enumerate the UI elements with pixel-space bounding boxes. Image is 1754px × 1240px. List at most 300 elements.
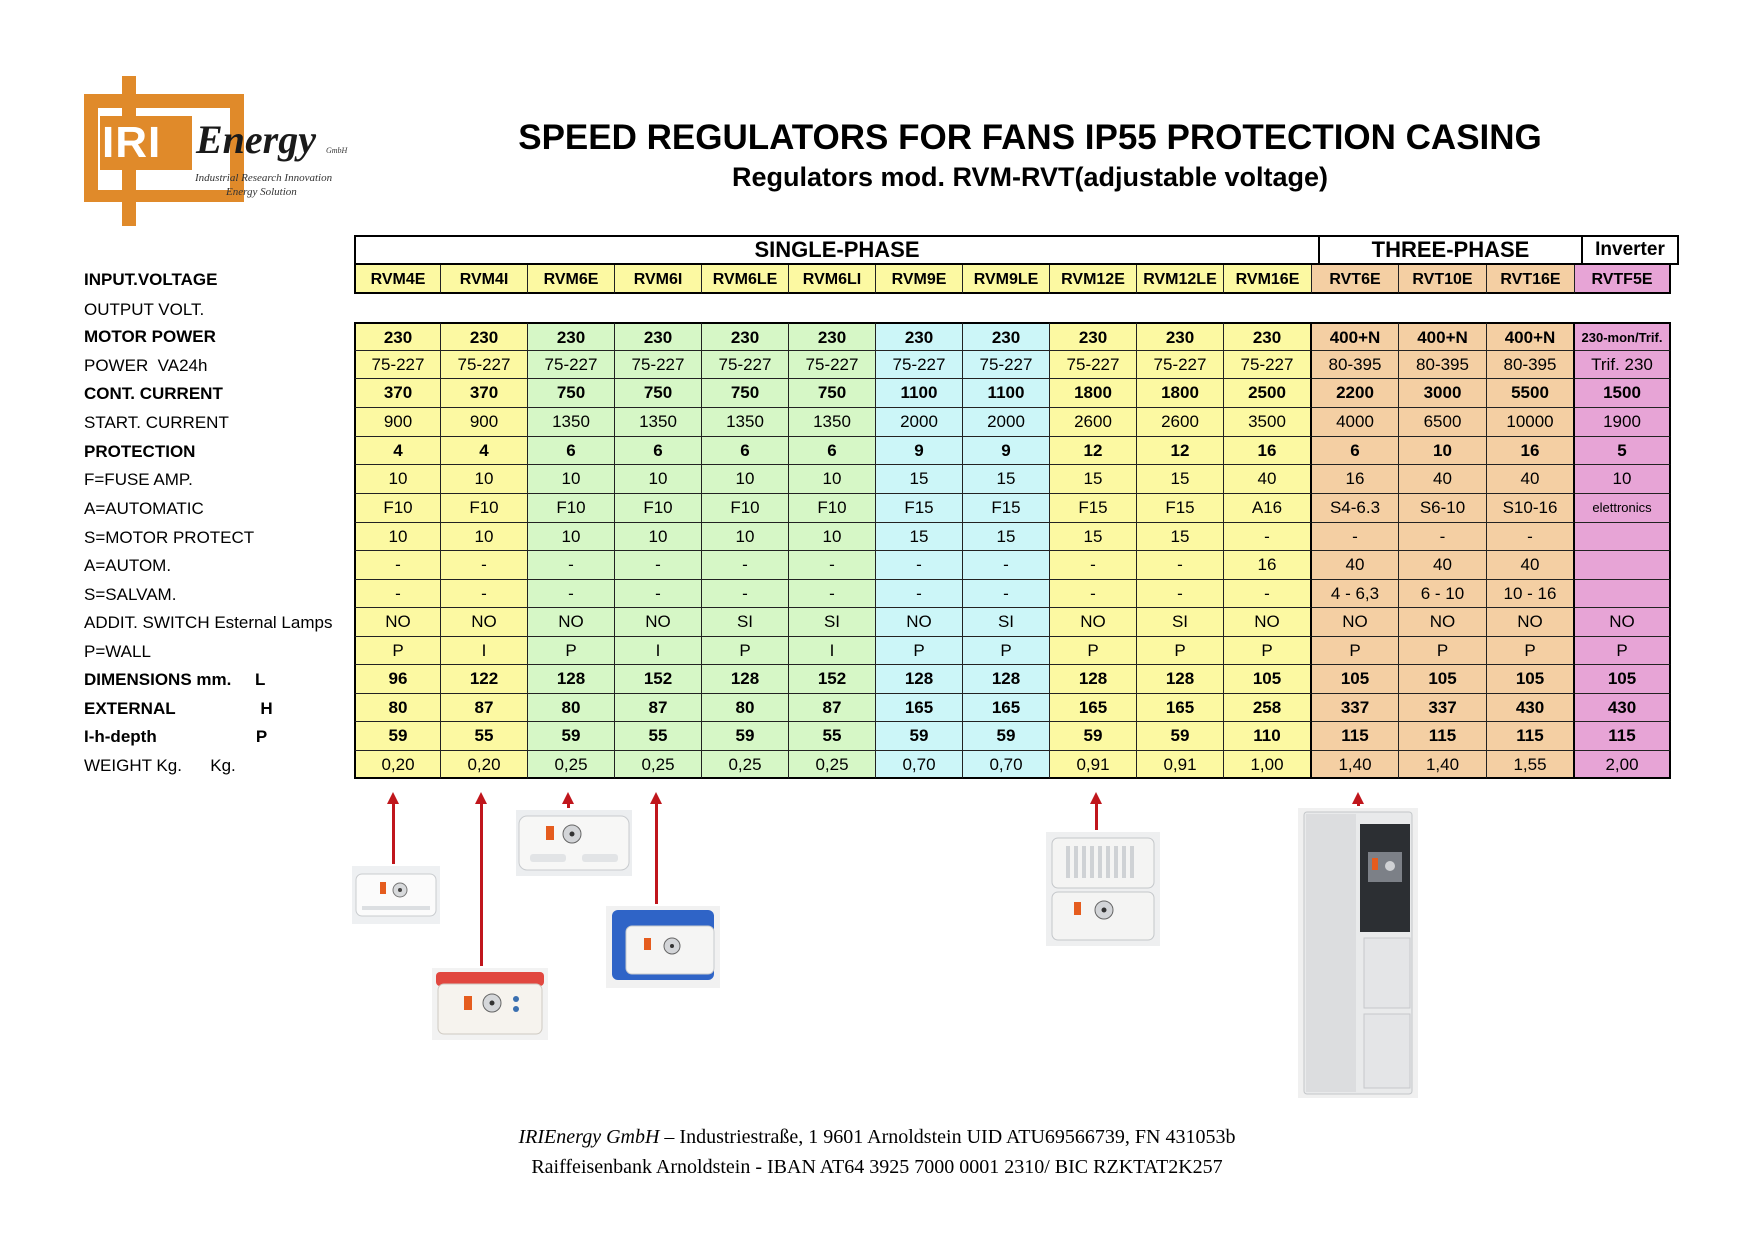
table-cell: 4 - 6,3 xyxy=(1312,580,1399,608)
table-cell: - xyxy=(789,580,876,608)
table-cell: P xyxy=(1137,637,1224,665)
table-cell: S4-6.3 xyxy=(1312,494,1399,523)
table-cell: S10-16 xyxy=(1487,494,1575,523)
model-header-cell: RVT16E xyxy=(1487,265,1575,294)
table-cell: 128 xyxy=(528,665,615,694)
arrow-line xyxy=(480,802,483,966)
arrow-line xyxy=(392,802,395,864)
table-cell: 115 xyxy=(1487,722,1575,751)
table-cell: 16 xyxy=(1224,551,1312,580)
table-cell: - xyxy=(876,580,963,608)
table-cell: 40 xyxy=(1224,465,1312,494)
row-label: I-h-depth P xyxy=(84,727,268,746)
table-cell: 105 xyxy=(1399,665,1487,694)
table-cell: 12 xyxy=(1137,437,1224,465)
table-cell: 59 xyxy=(702,722,789,751)
table-cell: - xyxy=(702,580,789,608)
table-cell: 10 xyxy=(441,523,528,551)
row-label: MOTOR POWER xyxy=(84,327,216,346)
table-cell: 1,40 xyxy=(1399,751,1487,779)
table-cell: 6 xyxy=(1312,437,1399,465)
table-cell: 59 xyxy=(354,722,441,751)
table-cell: 10 xyxy=(615,465,702,494)
row-label: F=FUSE AMP. xyxy=(84,470,193,489)
table-cell: - xyxy=(528,551,615,580)
table-cell: 75-227 xyxy=(789,351,876,379)
table-cell: 4 xyxy=(441,437,528,465)
page-subtitle: Regulators mod. RVM-RVT(adjustable voltage) xyxy=(731,162,1329,192)
table-cell: 96 xyxy=(354,665,441,694)
table-cell: 87 xyxy=(441,694,528,722)
table-cell: 128 xyxy=(1050,665,1137,694)
arrow-line xyxy=(655,802,658,904)
table-cell: 370 xyxy=(441,379,528,408)
table-cell: 6 xyxy=(615,437,702,465)
table-cell: F15 xyxy=(876,494,963,523)
table-cell: NO xyxy=(354,608,441,637)
footer-address-text: – Industriestraße, 1 9601 Arnoldstein UID ATU69566739, FN 431053b xyxy=(664,1126,1236,1148)
table-cell: F10 xyxy=(615,494,702,523)
table-cell: 12 xyxy=(1050,437,1137,465)
table-cell: NO xyxy=(528,608,615,637)
logo-tagline-1: Industrial Research Innovation xyxy=(195,172,333,184)
logo-mark-text: IRI xyxy=(102,118,162,167)
table-cell: 105 xyxy=(1224,665,1312,694)
model-header-cell: RVM4E xyxy=(354,265,441,294)
group-header-three-phase: THREE-PHASE xyxy=(1320,235,1583,265)
table-cell: 87 xyxy=(615,694,702,722)
row-label: P=WALL xyxy=(84,642,151,661)
table-cell: - xyxy=(1312,523,1399,551)
table-cell: F15 xyxy=(1050,494,1137,523)
table-cell: 2,00 xyxy=(1575,751,1671,779)
table-cell: 1,00 xyxy=(1224,751,1312,779)
table-cell: 10 xyxy=(789,465,876,494)
table-cell: 75-227 xyxy=(615,351,702,379)
table-cell: 0,20 xyxy=(441,751,528,779)
model-header-cell: RVM6E xyxy=(528,265,615,294)
table-cell: 400+N xyxy=(1312,322,1399,351)
table-cell: 0,20 xyxy=(354,751,441,779)
table-cell: 15 xyxy=(963,523,1050,551)
table-cell: 230 xyxy=(1137,322,1224,351)
footer-address xyxy=(0,1126,1754,1149)
table-cell: NO xyxy=(1399,608,1487,637)
table-cell: SI xyxy=(963,608,1050,637)
logo-suffix: GmbH xyxy=(326,146,348,155)
table-cell: 230 xyxy=(876,322,963,351)
table-cell: 5 xyxy=(1575,437,1671,465)
table-cell: 105 xyxy=(1487,665,1575,694)
row-label: OUTPUT VOLT. xyxy=(84,300,205,319)
table-cell: - xyxy=(441,580,528,608)
table-cell: I xyxy=(789,637,876,665)
table-cell: 128 xyxy=(963,665,1050,694)
row-label: WEIGHT Kg. Kg. xyxy=(84,756,236,775)
footer-bank: Raiffeisenbank Arnoldstein - IBAN AT64 3925 7000 0001 2310/ BIC RZKTAT2K257 xyxy=(531,1156,1223,1178)
row-label: CONT. CURRENT xyxy=(84,384,223,403)
table-cell: F10 xyxy=(354,494,441,523)
table-cell: 4000 xyxy=(1312,408,1399,437)
table-cell: 10 xyxy=(354,465,441,494)
table-cell: 750 xyxy=(702,379,789,408)
table-cell: - xyxy=(1487,523,1575,551)
table-cell: 230 xyxy=(354,322,441,351)
table-cell: 10 xyxy=(702,465,789,494)
table-cell xyxy=(1575,523,1671,551)
table-cell: 6 xyxy=(528,437,615,465)
table-cell: 230 xyxy=(615,322,702,351)
table-cell: 2500 xyxy=(1224,379,1312,408)
table-cell: 258 xyxy=(1224,694,1312,722)
table-cell: 59 xyxy=(876,722,963,751)
table-cell: 1350 xyxy=(789,408,876,437)
table-cell: 230 xyxy=(789,322,876,351)
table-cell: 55 xyxy=(615,722,702,751)
table-cell: NO xyxy=(876,608,963,637)
table-cell: - xyxy=(354,551,441,580)
table-cell: - xyxy=(963,551,1050,580)
table-cell: 6 - 10 xyxy=(1399,580,1487,608)
table-cell: 75-227 xyxy=(876,351,963,379)
table-cell: 59 xyxy=(528,722,615,751)
table-cell: 115 xyxy=(1399,722,1487,751)
table-cell: 15 xyxy=(1050,523,1137,551)
table-cell: F10 xyxy=(441,494,528,523)
table-cell: S6-10 xyxy=(1399,494,1487,523)
table-cell: NO xyxy=(1487,608,1575,637)
table-cell: P xyxy=(1487,637,1575,665)
table-cell: 10 xyxy=(702,523,789,551)
table-cell: P xyxy=(1399,637,1487,665)
table-cell: 87 xyxy=(789,694,876,722)
table-cell: 80-395 xyxy=(1312,351,1399,379)
table-cell: 75-227 xyxy=(963,351,1050,379)
table-cell: 110 xyxy=(1224,722,1312,751)
table-cell: 152 xyxy=(789,665,876,694)
table-cell: 40 xyxy=(1487,465,1575,494)
table-cell: 230-mon/Trif. xyxy=(1575,322,1671,351)
model-header-cell: RVTF5E xyxy=(1575,265,1671,294)
table-cell: 115 xyxy=(1312,722,1399,751)
table-cell: 6 xyxy=(789,437,876,465)
table-cell: 2000 xyxy=(963,408,1050,437)
table-cell: 15 xyxy=(1137,523,1224,551)
arrow-line xyxy=(1095,802,1098,830)
table-cell: Trif. 230 xyxy=(1575,351,1671,379)
footer-company: IRIEnergy GmbH xyxy=(518,1126,660,1148)
table-cell: NO xyxy=(1312,608,1399,637)
model-header-cell: RVM12LE xyxy=(1137,265,1224,294)
row-label: POWER VA24h xyxy=(84,356,208,375)
table-cell: - xyxy=(1224,580,1312,608)
group-header-single-phase: SINGLE-PHASE xyxy=(354,235,1320,265)
table-cell: 40 xyxy=(1487,551,1575,580)
table-cell: 370 xyxy=(354,379,441,408)
row-label: INPUT.VOLTAGE xyxy=(84,270,218,289)
table-cell: 0,25 xyxy=(789,751,876,779)
table-cell: 10 xyxy=(789,523,876,551)
table-cell: 230 xyxy=(441,322,528,351)
table-cell: NO xyxy=(615,608,702,637)
table-cell: 1100 xyxy=(963,379,1050,408)
company-logo xyxy=(78,72,358,230)
row-label: DIMENSIONS mm. L xyxy=(84,670,266,689)
table-cell: A16 xyxy=(1224,494,1312,523)
table-cell: 5500 xyxy=(1487,379,1575,408)
table-cell: 165 xyxy=(1050,694,1137,722)
table-cell: F10 xyxy=(702,494,789,523)
table-cell: 0,25 xyxy=(702,751,789,779)
table-cell: - xyxy=(876,551,963,580)
model-header-cell: RVM4I xyxy=(441,265,528,294)
table-cell: SI xyxy=(789,608,876,637)
table-cell: 55 xyxy=(441,722,528,751)
table-cell: NO xyxy=(1575,608,1671,637)
table-cell: SI xyxy=(1137,608,1224,637)
table-cell: 15 xyxy=(1137,465,1224,494)
table-cell: - xyxy=(441,551,528,580)
table-cell: 3500 xyxy=(1224,408,1312,437)
table-cell xyxy=(1575,580,1671,608)
table-cell: 750 xyxy=(789,379,876,408)
table-cell: - xyxy=(1137,551,1224,580)
table-cell: 10 xyxy=(528,523,615,551)
table-cell: 9 xyxy=(963,437,1050,465)
product-photo-rvm6i xyxy=(606,906,720,988)
table-cell: P xyxy=(1312,637,1399,665)
model-header-cell: RVM9LE xyxy=(963,265,1050,294)
table-cell: 165 xyxy=(876,694,963,722)
table-cell: 1500 xyxy=(1575,379,1671,408)
table-cell: 165 xyxy=(1137,694,1224,722)
table-cell: P xyxy=(963,637,1050,665)
table-cell: 165 xyxy=(963,694,1050,722)
table-cell: 105 xyxy=(1575,665,1671,694)
table-cell: 128 xyxy=(876,665,963,694)
table-cell: 40 xyxy=(1399,465,1487,494)
table-cell: P xyxy=(702,637,789,665)
table-cell: P xyxy=(1224,637,1312,665)
table-cell: 337 xyxy=(1312,694,1399,722)
table-cell: 1350 xyxy=(528,408,615,437)
table-cell: 80-395 xyxy=(1487,351,1575,379)
table-cell: 230 xyxy=(1050,322,1137,351)
model-header-cell: RVM6LI xyxy=(789,265,876,294)
table-cell: 10 xyxy=(1399,437,1487,465)
table-cell: 16 xyxy=(1487,437,1575,465)
table-cell: 1800 xyxy=(1137,379,1224,408)
table-cell: 0,25 xyxy=(615,751,702,779)
table-cell: F10 xyxy=(789,494,876,523)
table-cell: 337 xyxy=(1399,694,1487,722)
table-cell: P xyxy=(1575,637,1671,665)
table-cell: 3000 xyxy=(1399,379,1487,408)
row-label: A=AUTOMATIC xyxy=(84,499,204,518)
logo-name: Energy xyxy=(196,117,316,162)
table-cell: 0,70 xyxy=(963,751,1050,779)
table-cell: I xyxy=(441,637,528,665)
table-cell: 80 xyxy=(354,694,441,722)
table-cell: 75-227 xyxy=(1137,351,1224,379)
row-label: ADDIT. SWITCH Esternal Lamps xyxy=(84,613,333,632)
table-cell: 10 xyxy=(615,523,702,551)
table-cell: 900 xyxy=(354,408,441,437)
table-cell: 75-227 xyxy=(702,351,789,379)
table-cell: 80-395 xyxy=(1399,351,1487,379)
table-cell: - xyxy=(615,551,702,580)
table-cell: 75-227 xyxy=(528,351,615,379)
table-cell xyxy=(1575,551,1671,580)
table-cell: 115 xyxy=(1575,722,1671,751)
row-label: EXTERNAL H xyxy=(84,699,273,718)
table-cell: 152 xyxy=(615,665,702,694)
table-cell: P xyxy=(528,637,615,665)
table-cell: 4 xyxy=(354,437,441,465)
table-cell: 0,25 xyxy=(528,751,615,779)
page-title: SPEED REGULATORS FOR FANS IP55 PROTECTION CASING xyxy=(518,118,1542,157)
table-cell: 15 xyxy=(876,465,963,494)
table-cell: 10 - 16 xyxy=(1487,580,1575,608)
table-cell: - xyxy=(1050,551,1137,580)
table-cell: 750 xyxy=(528,379,615,408)
table-cell: - xyxy=(1224,523,1312,551)
table-cell: I xyxy=(615,637,702,665)
table-cell: 1,40 xyxy=(1312,751,1399,779)
table-cell: 15 xyxy=(876,523,963,551)
arrow-line xyxy=(567,802,570,808)
table-cell: 1350 xyxy=(702,408,789,437)
table-cell: NO xyxy=(441,608,528,637)
table-cell: 15 xyxy=(963,465,1050,494)
model-header-cell: RVM12E xyxy=(1050,265,1137,294)
table-cell: 0,91 xyxy=(1137,751,1224,779)
table-cell: - xyxy=(615,580,702,608)
table-cell: - xyxy=(1050,580,1137,608)
table-cell: 75-227 xyxy=(441,351,528,379)
table-cell: - xyxy=(1399,523,1487,551)
table-cell: 10 xyxy=(528,465,615,494)
table-cell: 2200 xyxy=(1312,379,1399,408)
table-cell: 0,70 xyxy=(876,751,963,779)
table-cell: 6 xyxy=(702,437,789,465)
table-cell: 430 xyxy=(1487,694,1575,722)
table-cell: 105 xyxy=(1312,665,1399,694)
table-cell: 1800 xyxy=(1050,379,1137,408)
product-photo-rvm4i xyxy=(432,968,548,1040)
table-cell: 230 xyxy=(702,322,789,351)
table-cell: elettronics xyxy=(1575,494,1671,523)
table-cell: - xyxy=(702,551,789,580)
table-cell: 400+N xyxy=(1399,322,1487,351)
table-cell: 59 xyxy=(1050,722,1137,751)
table-cell: P xyxy=(1050,637,1137,665)
table-cell: 10000 xyxy=(1487,408,1575,437)
model-header-cell: RVM6I xyxy=(615,265,702,294)
table-cell: 15 xyxy=(1050,465,1137,494)
table-cell: - xyxy=(963,580,1050,608)
table-cell: 230 xyxy=(528,322,615,351)
table-cell: P xyxy=(354,637,441,665)
table-cell: 128 xyxy=(702,665,789,694)
product-photo-rvt6e xyxy=(1298,808,1418,1098)
model-header-cell: RVT6E xyxy=(1312,265,1399,294)
table-cell: - xyxy=(354,580,441,608)
table-cell: 6500 xyxy=(1399,408,1487,437)
table-cell: 16 xyxy=(1224,437,1312,465)
table-cell: 900 xyxy=(441,408,528,437)
table-cell: 750 xyxy=(615,379,702,408)
table-cell: - xyxy=(789,551,876,580)
table-cell: 16 xyxy=(1312,465,1399,494)
table-cell: 430 xyxy=(1575,694,1671,722)
table-cell: - xyxy=(528,580,615,608)
table-cell: 75-227 xyxy=(1050,351,1137,379)
table-cell: NO xyxy=(1050,608,1137,637)
product-photo-rvm6e xyxy=(516,810,632,876)
table-cell: 9 xyxy=(876,437,963,465)
table-cell: 10 xyxy=(354,523,441,551)
row-label: S=MOTOR PROTECT xyxy=(84,528,255,547)
table-cell: 230 xyxy=(963,322,1050,351)
table-cell: F15 xyxy=(963,494,1050,523)
table-cell: 10 xyxy=(1575,465,1671,494)
model-header-cell: RVM6LE xyxy=(702,265,789,294)
table-cell: 0,91 xyxy=(1050,751,1137,779)
model-header-cell: RVM16E xyxy=(1224,265,1312,294)
table-cell: 2600 xyxy=(1137,408,1224,437)
table-cell: 10 xyxy=(441,465,528,494)
table-cell: F15 xyxy=(1137,494,1224,523)
table-cell: 1,55 xyxy=(1487,751,1575,779)
table-cell: 1100 xyxy=(876,379,963,408)
row-label: PROTECTION xyxy=(84,442,196,461)
logo-tagline-2: Energy Solution xyxy=(226,186,297,198)
table-cell: 75-227 xyxy=(1224,351,1312,379)
table-cell: 55 xyxy=(789,722,876,751)
arrow-line xyxy=(1357,802,1360,806)
table-cell: 400+N xyxy=(1487,322,1575,351)
table-cell: 2000 xyxy=(876,408,963,437)
table-cell: 59 xyxy=(1137,722,1224,751)
row-label: S=SALVAM. xyxy=(84,585,177,604)
table-cell: NO xyxy=(1224,608,1312,637)
table-cell: F10 xyxy=(528,494,615,523)
table-cell: 128 xyxy=(1137,665,1224,694)
model-header-cell: RVM9E xyxy=(876,265,963,294)
table-cell: - xyxy=(1137,580,1224,608)
table-cell: 1350 xyxy=(615,408,702,437)
table-cell: 59 xyxy=(963,722,1050,751)
table-cell: P xyxy=(876,637,963,665)
row-label: A=AUTOM. xyxy=(84,556,172,575)
table-cell: 80 xyxy=(702,694,789,722)
table-cell: SI xyxy=(702,608,789,637)
table-cell: 40 xyxy=(1312,551,1399,580)
table-cell: 40 xyxy=(1399,551,1487,580)
product-photo-rvm4e xyxy=(352,866,440,924)
product-photo-rvm12e xyxy=(1046,832,1160,946)
table-cell: 80 xyxy=(528,694,615,722)
table-cell: 2600 xyxy=(1050,408,1137,437)
group-header-inverter: Inverter xyxy=(1583,235,1679,265)
table-cell: 122 xyxy=(441,665,528,694)
table-cell: 75-227 xyxy=(354,351,441,379)
row-label: START. CURRENT xyxy=(84,413,229,432)
table-cell: 230 xyxy=(1224,322,1312,351)
model-header-cell: RVT10E xyxy=(1399,265,1487,294)
table-cell: 1900 xyxy=(1575,408,1671,437)
